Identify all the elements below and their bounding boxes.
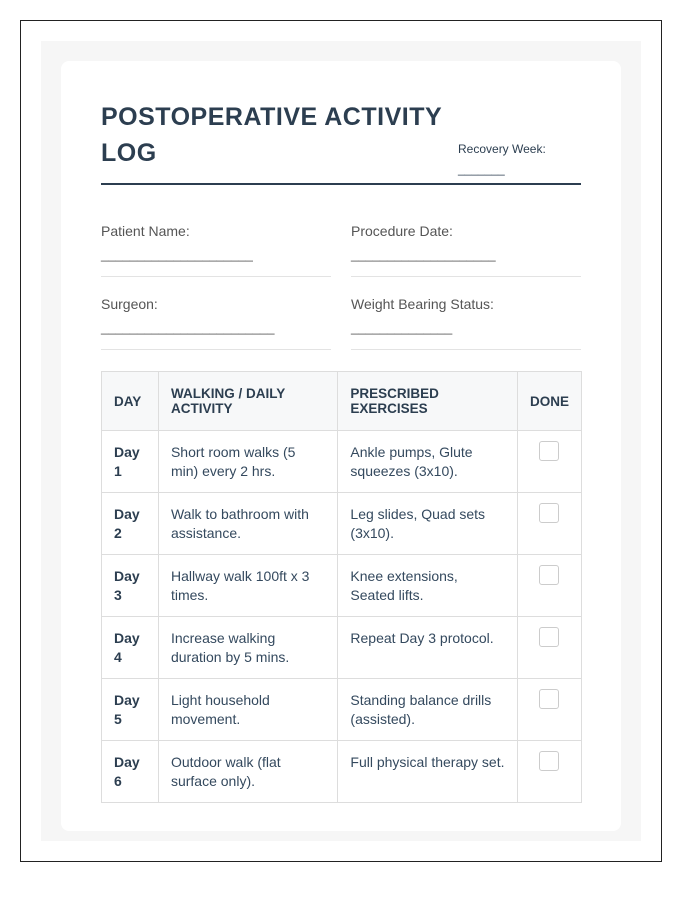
done-checkbox[interactable]	[539, 565, 559, 585]
exercises-cell: Knee extensions, Seated lifts.	[338, 555, 518, 617]
table-row	[102, 555, 582, 617]
field-blank[interactable]: ____________________	[351, 247, 496, 262]
page-frame	[20, 20, 662, 862]
done-checkbox[interactable]	[539, 689, 559, 709]
procedure-date-field	[351, 224, 581, 277]
header-activity: WALKING / DAILY ACTIVITY	[158, 372, 337, 431]
table-row	[102, 741, 582, 803]
done-checkbox[interactable]	[539, 751, 559, 771]
recovery-week-field[interactable]: _______	[458, 162, 505, 176]
done-checkbox[interactable]	[539, 627, 559, 647]
exercises-cell: Full physical therapy set.	[338, 741, 518, 803]
field-blank[interactable]: _____________________	[101, 247, 253, 262]
surgeon-field	[101, 297, 331, 350]
field-label: Surgeon:	[101, 296, 158, 312]
field-label: Procedure Date:	[351, 223, 453, 239]
table-row	[102, 679, 582, 741]
field-blank[interactable]: ________________________	[101, 320, 275, 335]
table-row	[102, 431, 582, 493]
document-card	[61, 61, 621, 831]
done-cell	[517, 555, 581, 617]
day-cell: Day 3	[102, 555, 159, 617]
exercises-cell: Repeat Day 3 protocol.	[338, 617, 518, 679]
field-label: Patient Name:	[101, 223, 190, 239]
done-cell	[517, 741, 581, 803]
activity-cell: Hallway walk 100ft x 3 times.	[158, 555, 337, 617]
table-row	[102, 617, 582, 679]
done-checkbox[interactable]	[539, 441, 559, 461]
activity-cell: Short room walks (5 min) every 2 hrs.	[158, 431, 337, 493]
day-cell: Day 2	[102, 493, 159, 555]
exercises-cell: Standing balance drills (assisted).	[338, 679, 518, 741]
field-blank[interactable]: ______________	[351, 320, 453, 335]
activity-cell: Light household movement.	[158, 679, 337, 741]
header-done: DONE	[517, 372, 581, 431]
header-exercises: PRESCRIBED EXERCISES	[338, 372, 518, 431]
day-cell: Day 5	[102, 679, 159, 741]
weight-bearing-status-field	[351, 297, 581, 350]
patient-name-field	[101, 224, 331, 277]
activity-cell: Increase walking duration by 5 mins.	[158, 617, 337, 679]
activity-table	[101, 371, 582, 803]
activity-cell: Outdoor walk (flat surface only).	[158, 741, 337, 803]
day-cell: Day 6	[102, 741, 159, 803]
table-row	[102, 493, 582, 555]
done-cell	[517, 617, 581, 679]
page-background	[41, 41, 641, 841]
table-header-row	[102, 372, 582, 431]
field-label: Weight Bearing Status:	[351, 296, 494, 312]
header-day: DAY	[102, 372, 159, 431]
activity-cell: Walk to bathroom with assistance.	[158, 493, 337, 555]
done-checkbox[interactable]	[539, 503, 559, 523]
done-cell	[517, 679, 581, 741]
title-divider	[101, 183, 581, 185]
exercises-cell: Leg slides, Quad sets (3x10).	[338, 493, 518, 555]
recovery-week-label: Recovery Week:	[458, 142, 546, 156]
done-cell	[517, 493, 581, 555]
document-title: POSTOPERATIVE ACTIVITY LOG	[101, 103, 442, 167]
recovery-week	[458, 139, 546, 179]
exercises-cell: Ankle pumps, Glute squeezes (3x10).	[338, 431, 518, 493]
day-cell: Day 1	[102, 431, 159, 493]
done-cell	[517, 431, 581, 493]
day-cell: Day 4	[102, 617, 159, 679]
